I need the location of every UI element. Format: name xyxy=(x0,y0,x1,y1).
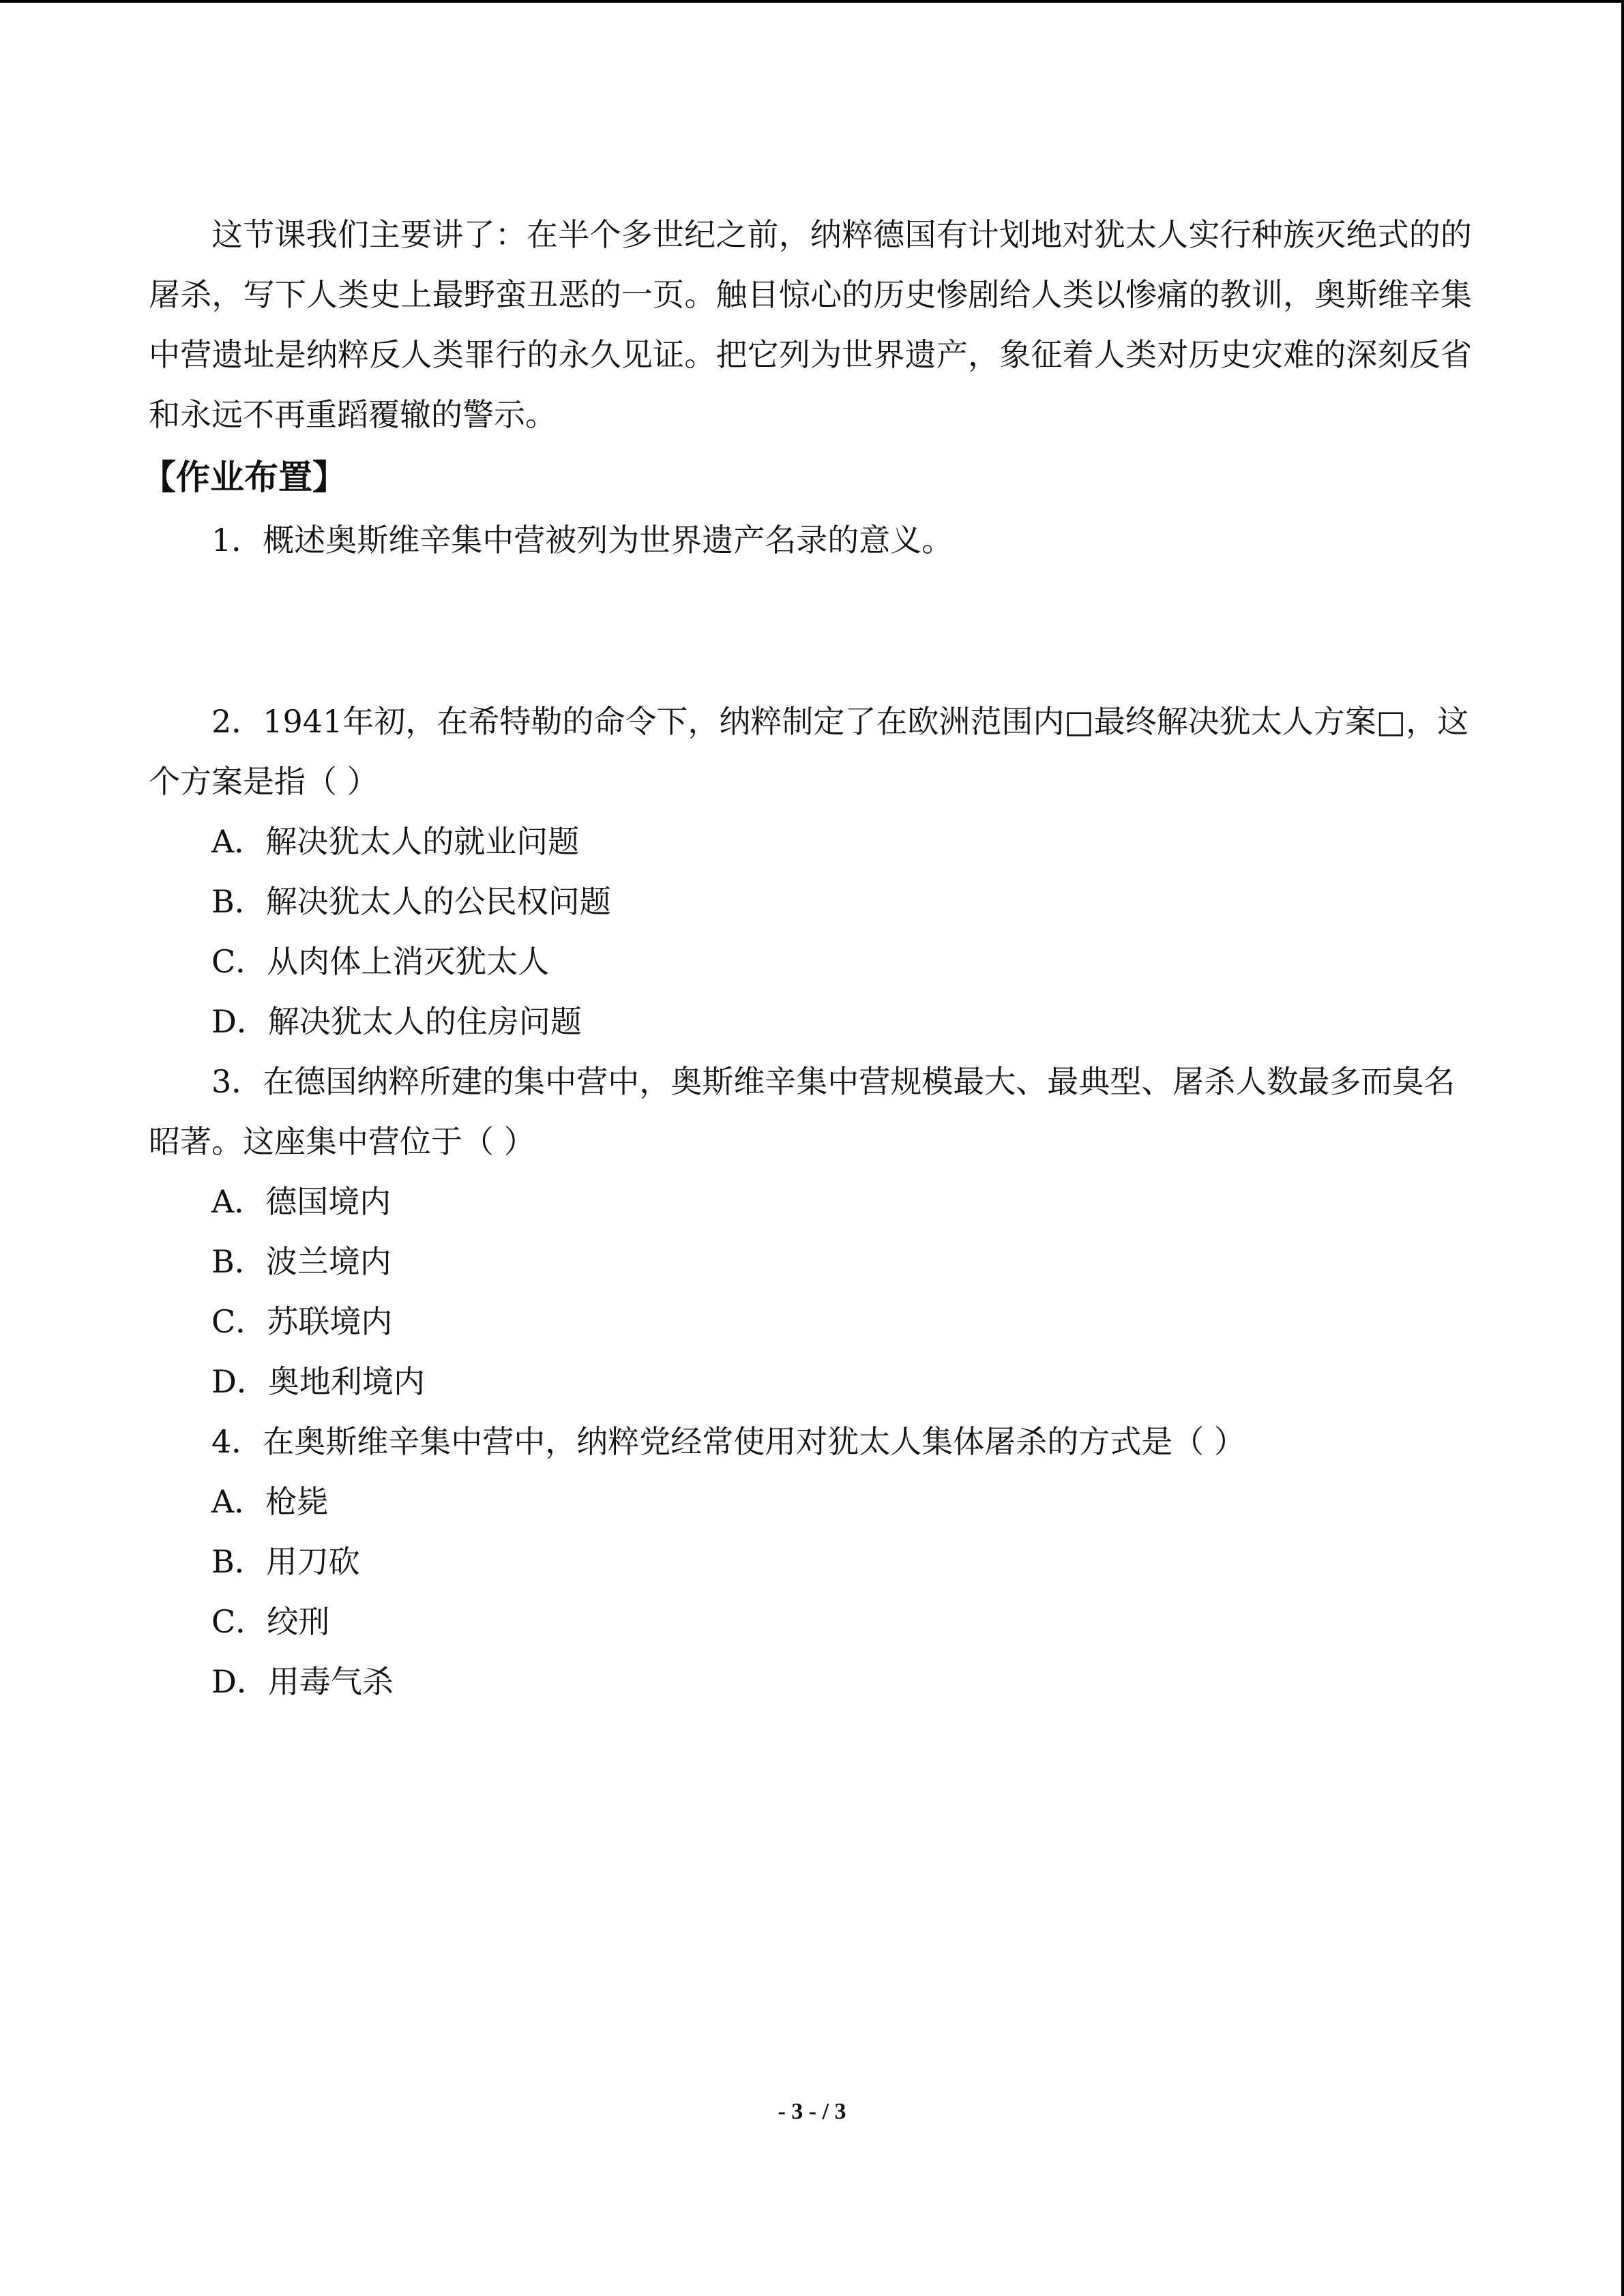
document-body xyxy=(142,205,1472,1712)
question-3-option-c: C．苏联境内 xyxy=(211,1303,393,1340)
question-3-option-b: B．波兰境内 xyxy=(211,1243,392,1280)
question-3-stem: 3．在德国纳粹所建的集中营中，奥斯维辛集中营规模最大、最典型、屠杀人数最多而臭名昭著。这座集中营位于（ ） xyxy=(149,1063,1456,1160)
question-3-option-a: A．德国境内 xyxy=(211,1183,392,1220)
page-border-top xyxy=(0,0,1624,3)
question-2-option-d: D．解决犹太人的住房问题 xyxy=(211,1003,582,1040)
question-4-stem: 4．在奥斯维辛集中营中，纳粹党经常使用对犹太人集体屠杀的方式是（ ） xyxy=(211,1423,1245,1460)
question-4-option-b: B．用刀砍 xyxy=(211,1543,360,1580)
answer-space xyxy=(149,570,1472,691)
question-4-option-a: A．枪毙 xyxy=(211,1483,329,1520)
question-2-option-c: C．从肉体上消灭犹太人 xyxy=(211,943,550,980)
page-border-right xyxy=(1621,0,1624,2296)
question-3-option-d: D．奥地利境内 xyxy=(211,1363,425,1400)
question-2-stem: 2．1941年初，在希特勒的命令下，纳粹制定了在欧洲范围内□最终解决犹太人方案□，这个方案是指（ ） xyxy=(149,703,1469,800)
question-2-option-a: A．解决犹太人的就业问题 xyxy=(211,823,580,860)
page-number: - 3 - / 3 xyxy=(778,2099,846,2124)
question-4-option-d: D．用毒气杀 xyxy=(211,1663,394,1700)
question-2-option-b: B．解决犹太人的公民权问题 xyxy=(211,883,611,920)
question-1-stem: 1．概述奥斯维辛集中营被列为世界遗产名录的意义。 xyxy=(211,522,954,558)
question-4-option-c: C．绞刑 xyxy=(211,1603,330,1640)
lesson-summary: 这节课我们主要讲了：在半个多世纪之前，纳粹德国有计划地对犹太人实行种族灭绝式的的屠杀，写下人类史上最野蛮丑恶的一页。触目惊心的历史惨剧给人类以惨痛的教训，奥斯维辛集中营遗址是纳粹反人类罪行的永久见证。把它列为世界遗产，象征着人类对历史灾难的深刻反省和永远不再重蹈覆辙的警示。 xyxy=(149,216,1472,433)
homework-heading: 【作业布置】 xyxy=(142,458,346,497)
